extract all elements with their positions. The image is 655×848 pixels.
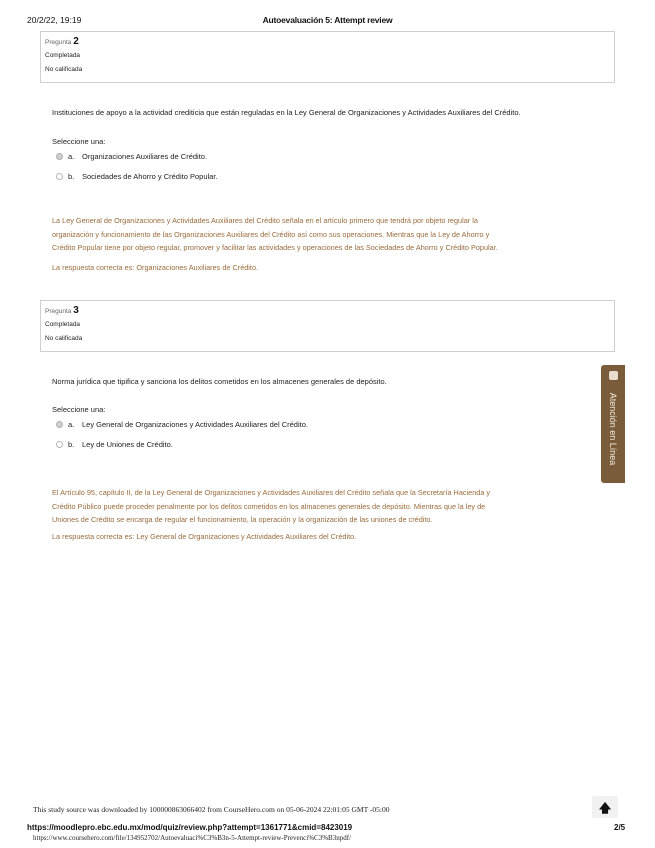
answer-option-a[interactable] bbox=[56, 150, 207, 162]
answer-option-a[interactable] bbox=[56, 418, 308, 430]
page-title: Autoevaluación 5: Attempt review bbox=[262, 15, 393, 25]
radio-button[interactable] bbox=[56, 153, 63, 160]
arrow-up-icon: 🡅 bbox=[598, 801, 612, 815]
radio-button[interactable] bbox=[56, 441, 63, 448]
coursehero-url: https://www.coursehero.com/file/134952702/Autoevaluaci%C3%B3n-5-Attempt-review-Prevenci%C3%B3npdf/ bbox=[33, 834, 351, 842]
select-label: Seleccione una: bbox=[52, 137, 106, 146]
option-text: Ley General de Organizaciones y Actividades Auxiliares del Crédito. bbox=[82, 419, 308, 429]
download-source-note: This study source was downloaded by 100000863066402 from CourseHero.com on 05-06-2024 22:01:05 GMT -05:00 bbox=[33, 805, 390, 814]
print-datetime: 20/2/22, 19:19 bbox=[27, 15, 82, 25]
question-info-box bbox=[40, 31, 615, 83]
question-number bbox=[45, 305, 610, 317]
question-status: Completada bbox=[45, 52, 81, 59]
correct-answer: La respuesta correcta es: Organizaciones Auxiliares de Crédito. bbox=[52, 263, 259, 272]
option-letter: b. bbox=[68, 439, 75, 449]
feedback-text bbox=[52, 486, 612, 527]
feedback-line: La Ley General de Organizaciones y Actividades Auxiliares del Crédito señala en el artículo primero que tendrá por objeto regular la bbox=[52, 216, 478, 225]
live-support-tab[interactable] bbox=[601, 365, 625, 483]
question-status: Completada bbox=[45, 321, 81, 328]
question-grade: No calificada bbox=[45, 335, 83, 342]
chat-icon bbox=[609, 371, 618, 380]
answer-option-b[interactable] bbox=[56, 170, 218, 182]
option-letter: a. bbox=[68, 151, 75, 161]
question-label: Pregunta bbox=[45, 308, 72, 315]
option-text: Ley de Uniones de Crédito. bbox=[82, 439, 173, 449]
question-label: Pregunta bbox=[45, 39, 72, 46]
question-info-box bbox=[40, 300, 615, 352]
option-text: Organizaciones Auxiliares de Crédito. bbox=[82, 151, 208, 161]
question-grade: No calificada bbox=[45, 66, 83, 73]
scroll-top-button[interactable] bbox=[592, 796, 618, 818]
question-text: Instituciones de apoyo a la actividad crediticia que están reguladas en la Ley General de Organizaciones y Actividades Auxiliares del Crédito. bbox=[52, 108, 521, 117]
question-text: Norma jurídica que tipifica y sanciona los delitos cometidos en los almacenes generales de depósito. bbox=[52, 377, 387, 386]
radio-button[interactable] bbox=[56, 173, 63, 180]
feedback-line: El Artículo 95, capítulo II, de la Ley General de Organizaciones y Actividades Auxiliares del Crédito señala que la Secretaría Hacienda y bbox=[52, 488, 491, 497]
feedback-line: Crédito Público puede proceder penalmente por los delitos cometidos en los almacenes generales de depósito. Mientras que la ley de bbox=[52, 501, 486, 511]
question-number-value: 3 bbox=[73, 305, 79, 316]
radio-button[interactable] bbox=[56, 421, 63, 428]
feedback-line: Uniones de Crédito se encarga de regular el funcionamiento, la operación y la organización de las uniones de crédito. bbox=[52, 515, 433, 524]
answer-option-b[interactable] bbox=[56, 438, 173, 450]
page-url: https://moodlepro.ebc.edu.mx/mod/quiz/review.php?attempt=1361771&cmid=8423019 bbox=[27, 823, 353, 832]
page-number: 2/5 bbox=[614, 823, 626, 832]
question-number bbox=[45, 36, 610, 48]
option-letter: b. bbox=[68, 171, 75, 181]
select-label: Seleccione una: bbox=[52, 405, 106, 414]
feedback-line: organización y funcionamiento de las Organizaciones Auxiliares del Crédito así como sus operaciones. Mientras que la Ley de Ahorro y bbox=[52, 229, 490, 239]
question-number-value: 2 bbox=[73, 36, 79, 47]
option-letter: a. bbox=[68, 419, 75, 429]
live-support-label: Atención en Línea bbox=[608, 392, 618, 466]
correct-answer: La respuesta correcta es: Ley General de Organizaciones y Actividades Auxiliares del Crédito. bbox=[52, 532, 357, 541]
feedback-text bbox=[52, 214, 612, 255]
option-text: Sociedades de Ahorro y Crédito Popular. bbox=[82, 171, 218, 181]
feedback-line: Crédito Popular tiene por objeto regular, promover y facilitar las actividades y operaciones de las Sociedades de Ahorro y Crédito Popular. bbox=[52, 243, 498, 252]
